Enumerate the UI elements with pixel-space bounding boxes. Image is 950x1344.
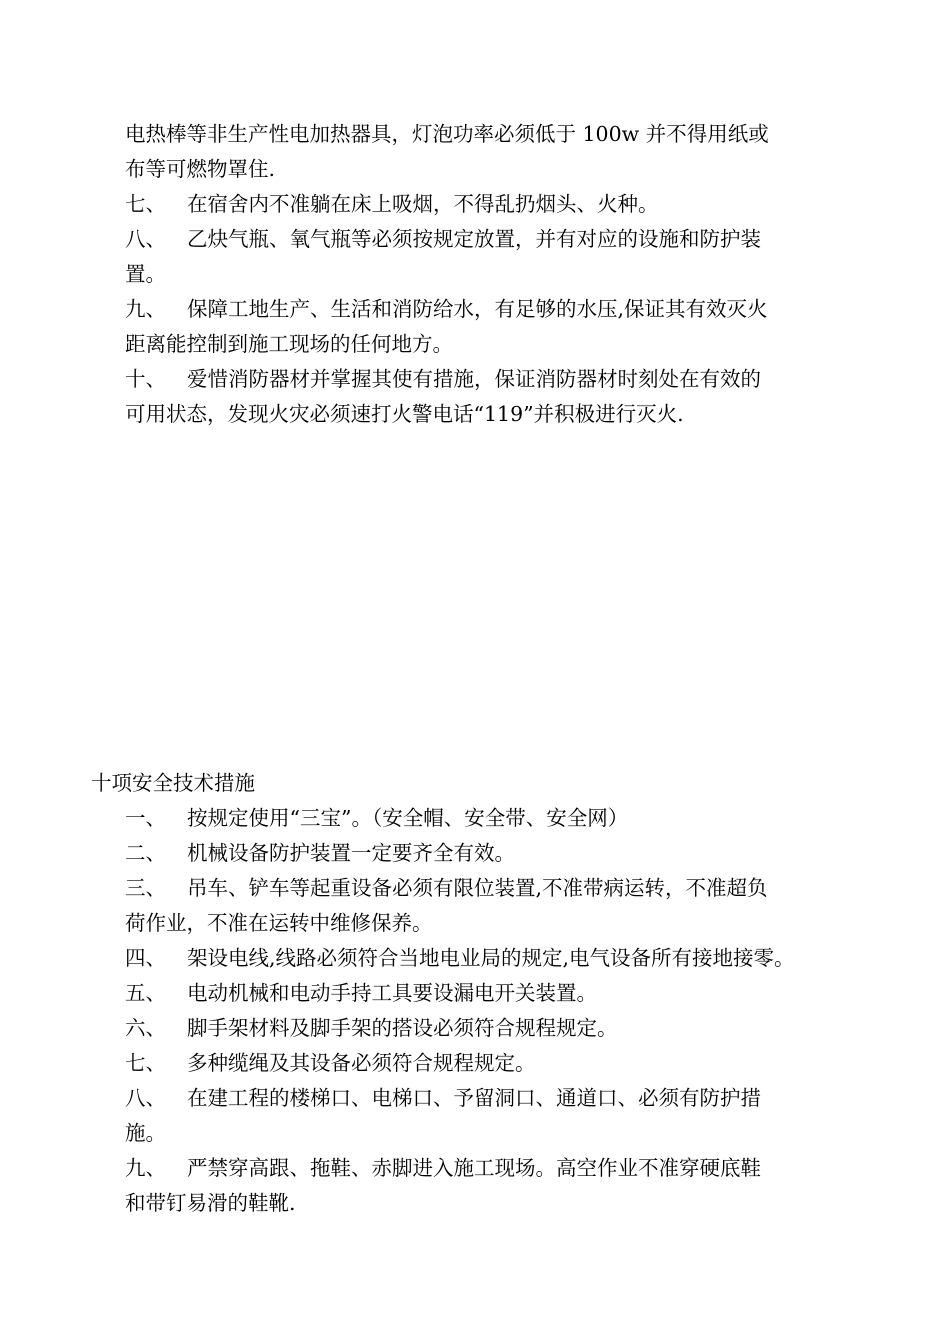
item-number: 八、 [125, 227, 166, 251]
list-item [125, 1011, 845, 1046]
item-number: 四、 [125, 946, 166, 970]
list-item [125, 801, 845, 836]
line-text: 施。 [125, 1121, 166, 1145]
list-line [125, 906, 845, 941]
item-text: 脚手架材料及脚手架的搭设必须符合规程规定。 [187, 1016, 618, 1040]
list-line [125, 1186, 845, 1221]
item-text: 电动机械和电动手持工具要设漏电开关装置。 [187, 981, 597, 1005]
line-text: 置。 [125, 262, 166, 286]
list-item [125, 836, 845, 871]
item-number: 七、 [125, 192, 166, 216]
list-item [125, 1046, 845, 1081]
list-line [125, 1116, 845, 1151]
item-number: 八、 [125, 1086, 166, 1110]
list-item [125, 1081, 845, 1116]
item-number: 十、 [125, 367, 166, 391]
list-item [125, 871, 845, 906]
list-item [125, 187, 845, 222]
item-number: 一、 [125, 806, 166, 830]
line-text: 电热棒等非生产性电加热器具，灯泡功率必须低于 100w 并不得用纸或 [125, 122, 769, 146]
line-text: 和带钉易滑的鞋靴. [125, 1191, 296, 1215]
list-item [125, 222, 845, 257]
list-line [125, 397, 845, 432]
item-text: 机械设备防护装置一定要齐全有效。 [187, 841, 515, 865]
item-text: 在宿舍内不准躺在床上吸烟，不得乱扔烟头、火种。 [187, 192, 659, 216]
section-heading: 十项安全技术措施 [91, 771, 255, 795]
line-text: 距离能控制到施工现场的任何地方。 [125, 332, 453, 356]
line-text: 布等可燃物罩住. [125, 157, 276, 181]
line-text: 荷作业，不准在运转中维修保养。 [125, 911, 433, 935]
list-item [125, 362, 845, 397]
item-text: 吊车、铲车等起重设备必须有限位装置,不准带病运转，不准超负 [187, 876, 768, 900]
list-item [125, 941, 845, 976]
list-line [125, 257, 845, 292]
item-number: 二、 [125, 841, 166, 865]
list-item [125, 292, 845, 327]
item-text: 按规定使用“三宝”。（安全帽、安全带、安全网） [187, 806, 629, 830]
item-text: 严禁穿高跟、拖鞋、赤脚进入施工现场。高空作业不准穿硬底鞋 [187, 1156, 761, 1180]
item-number: 五、 [125, 981, 166, 1005]
list-line [125, 117, 845, 152]
item-number: 九、 [125, 297, 166, 321]
safety-measures-list [125, 801, 845, 1221]
item-number: 九、 [125, 1156, 166, 1180]
item-text: 多种缆绳及其设备必须符合规程规定。 [187, 1051, 536, 1075]
item-number: 六、 [125, 1016, 166, 1040]
list-line [125, 152, 845, 187]
item-text: 保障工地生产、生活和消防给水，有足够的水压,保证其有效灭火 [187, 297, 768, 321]
fire-safety-list [125, 117, 845, 432]
item-text: 爱惜消防器材并掌握其使有措施，保证消防器材时刻处在有效的 [187, 367, 761, 391]
list-item [125, 1151, 845, 1186]
item-number: 七、 [125, 1051, 166, 1075]
list-item [125, 976, 845, 1011]
item-number: 三、 [125, 876, 166, 900]
list-line [125, 327, 845, 362]
item-text: 架设电线,线路必须符合当地电业局的规定,电气设备所有接地接零。 [187, 946, 795, 970]
item-text: 在建工程的楼梯口、电梯口、予留洞口、通道口、必须有防护措 [187, 1086, 761, 1110]
line-text: 可用状态，发现火灾必须速打火警电话“119”并积极进行灭火. [125, 402, 684, 426]
item-text: 乙炔气瓶、氧气瓶等必须按规定放置，并有对应的设施和防护装 [187, 227, 761, 251]
